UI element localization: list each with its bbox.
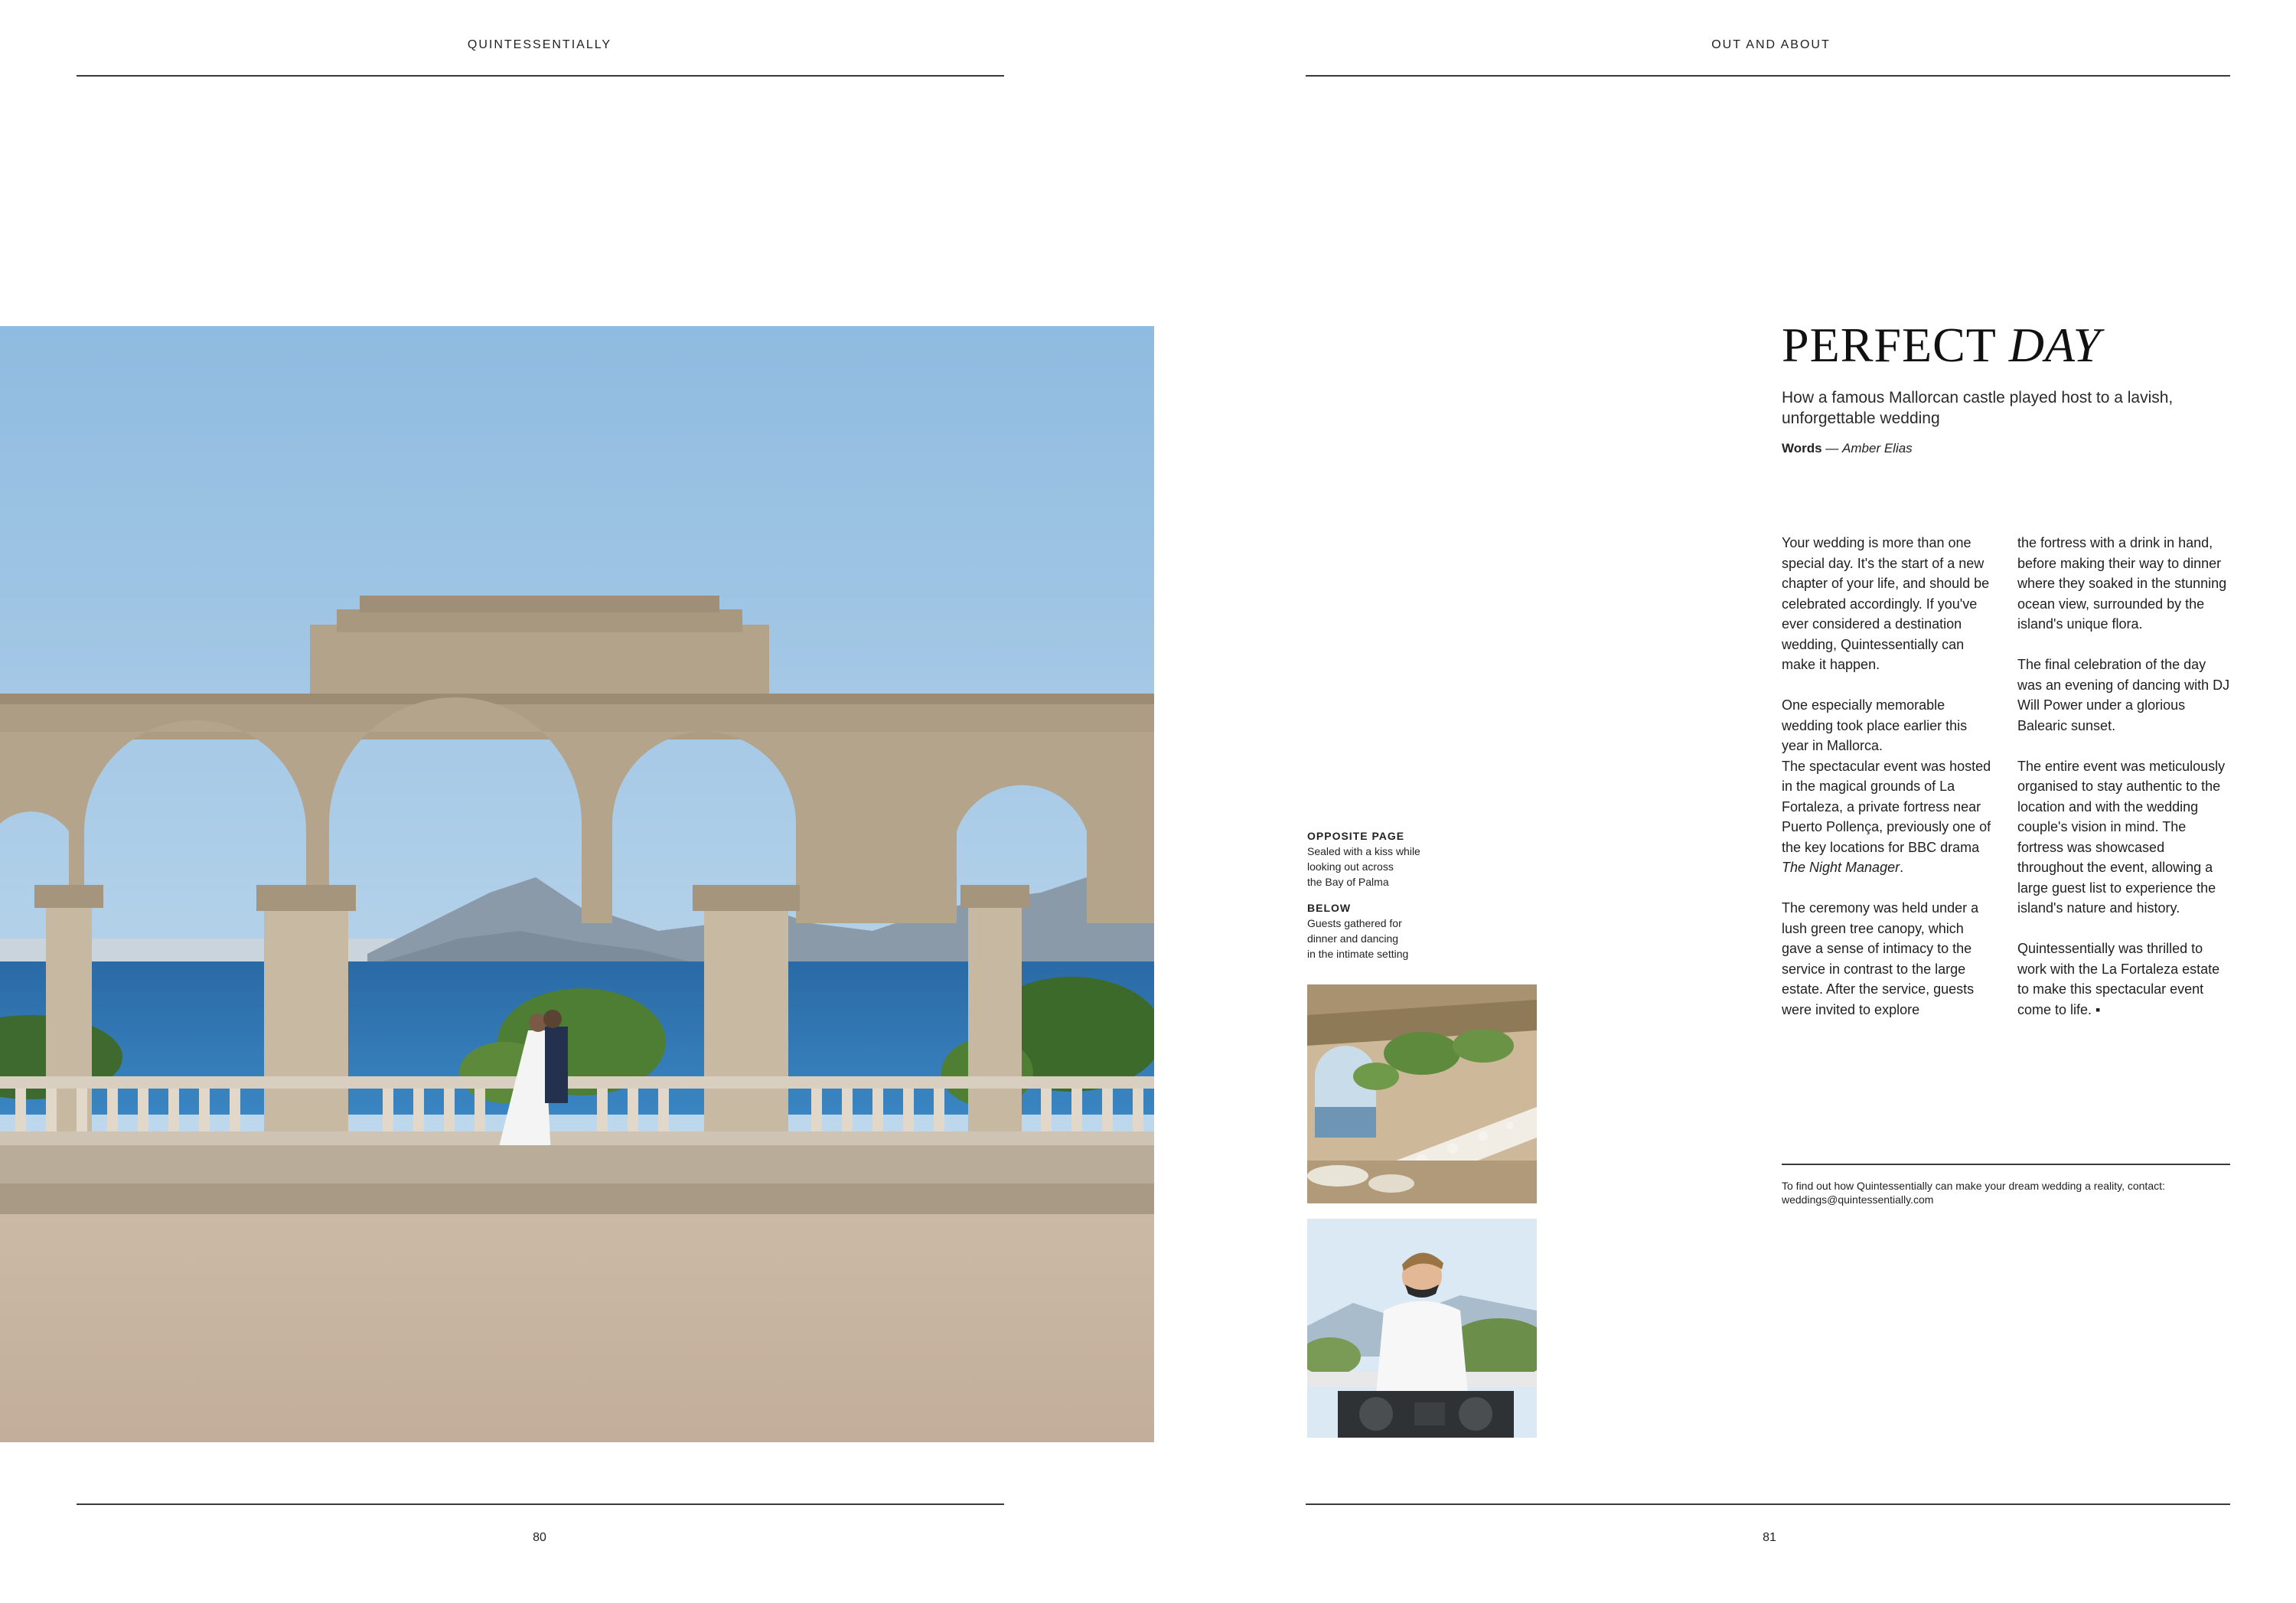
running-head-left: QUINTESSENTIALLY bbox=[467, 38, 612, 51]
caption-opposite-heading: OPPOSITE PAGE bbox=[1307, 830, 1405, 842]
title-main: PERFECT bbox=[1782, 318, 2009, 372]
caption-below-line-2: dinner and dancing bbox=[1307, 932, 1399, 945]
contact-email-link[interactable]: weddings@quintessentially.com bbox=[1782, 1193, 1934, 1206]
page-number-left: 80 bbox=[533, 1531, 546, 1544]
caption-below bbox=[1307, 900, 1408, 961]
byline bbox=[1782, 441, 1913, 456]
hero-photo bbox=[0, 326, 1154, 1442]
body-paragraph bbox=[1782, 756, 1996, 878]
standfirst: How a famous Mallorcan castle played host to a lavish, unforgettable wedding bbox=[1782, 389, 2174, 427]
dj-photo bbox=[1307, 1219, 1537, 1438]
body-text: . bbox=[1900, 860, 1904, 875]
body-paragraph: The ceremony was held under a lush green tree canopy, which gave a sense of intimacy to the service in contrast to the large estate. After the service, guests were invited to explore bbox=[1782, 900, 1979, 1017]
caption-below-heading: BELOW bbox=[1307, 902, 1352, 914]
running-head-right: OUT AND ABOUT bbox=[1711, 38, 1831, 51]
title-italic: DAY bbox=[2008, 318, 2102, 372]
page-number-right: 81 bbox=[1763, 1531, 1776, 1544]
byline-author: Amber Elias bbox=[1842, 441, 1913, 455]
show-title: The Night Manager bbox=[1782, 860, 1900, 875]
footer-rule-left bbox=[77, 1503, 1004, 1505]
contact-line: To find out how Quintessentially can make your dream wedding a reality, contact: bbox=[1782, 1180, 2165, 1192]
byline-label: Words bbox=[1782, 441, 1822, 455]
body-text: The spectacular event was hosted in the magical grounds of La Fortaleza, a private fortress near Puerto Pollença, previously one of the key locations for BBC drama bbox=[1782, 758, 1991, 855]
contact-rule bbox=[1782, 1164, 2230, 1165]
body-paragraph: One especially memorable wedding took place earlier this year in Mallorca. bbox=[1782, 697, 1968, 753]
caption-opposite-line-3: the Bay of Palma bbox=[1307, 876, 1389, 888]
caption-below-line-3: in the intimate setting bbox=[1307, 948, 1409, 960]
footer-rule-right bbox=[1306, 1503, 2230, 1505]
body-paragraph: Your wedding is more than one special day. It's the start of a new chapter of your life, and should be celebrated accordingly. If you've ever considered a destination wedding, Quintessentially can make it happen. bbox=[1782, 535, 1990, 672]
body-paragraph: The final celebration of the day was an evening of dancing with DJ Will Power under a glorious Balearic sunset. bbox=[2017, 657, 2230, 733]
header-rule-left bbox=[77, 75, 1004, 77]
body-paragraph: the fortress with a drink in hand, before making their way to dinner where they soaked in the stunning ocean view, surrounded by the island's unique flora. bbox=[2017, 535, 2227, 632]
caption-opposite-line-2: looking out across bbox=[1307, 860, 1394, 873]
article-title bbox=[1782, 317, 2101, 374]
body-paragraph: The entire event was meticulously organised to stay authentic to the location and with the wedding couple's vision in mind. The fortress was showcased throughout the event, allowing a large guest list to experience the island's nature and history. bbox=[2017, 758, 2226, 916]
caption-below-line-1: Guests gathered for bbox=[1307, 917, 1402, 929]
caption-opposite bbox=[1307, 828, 1420, 890]
byline-separator: — bbox=[1821, 441, 1843, 455]
body-column-2 bbox=[2017, 533, 2232, 1040]
header-rule-right bbox=[1306, 75, 2230, 77]
body-column-1 bbox=[1782, 533, 1996, 1040]
body-paragraph: Quintessentially was thrilled to work with the La Fortaleza estate to make this spectacular event come to life. ▪ bbox=[2017, 941, 2220, 1017]
contact-note bbox=[1782, 1179, 2241, 1206]
caption-opposite-line-1: Sealed with a kiss while bbox=[1307, 845, 1420, 857]
dinner-setting-photo bbox=[1307, 984, 1537, 1203]
